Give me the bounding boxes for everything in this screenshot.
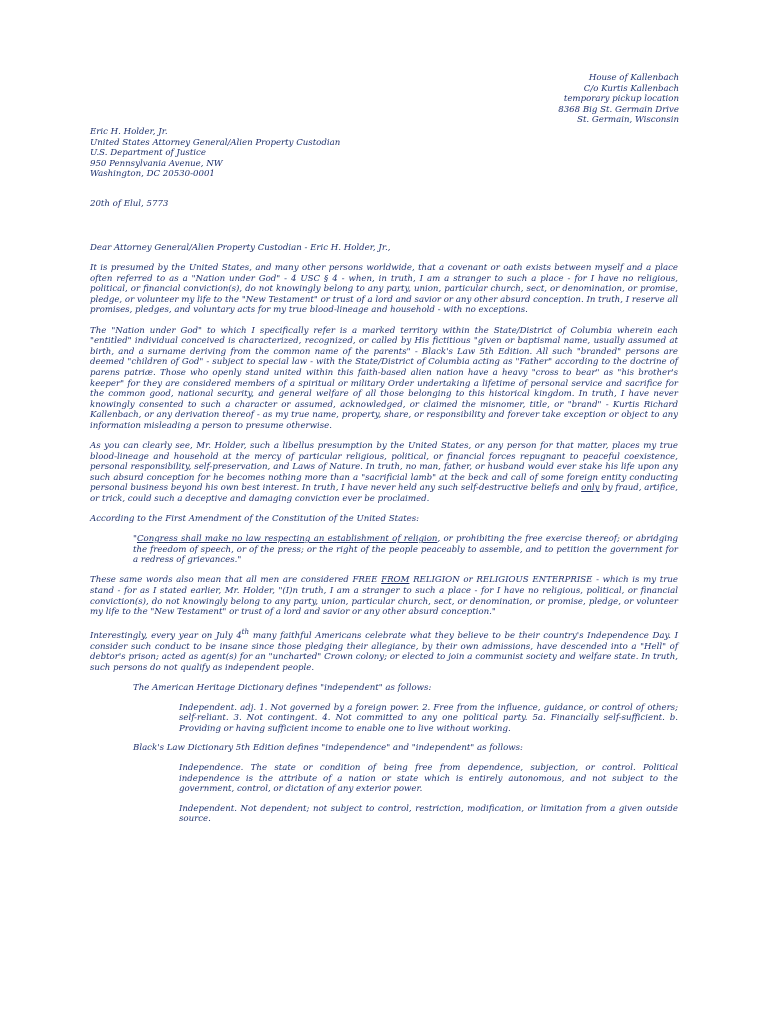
recipient-address-block — [90, 127, 340, 180]
definition-intro-heritage: The American Heritage Dictionary defines "independent" as follows: — [133, 683, 432, 694]
recipient-line: 950 Pennsylvania Avenue, NW — [90, 158, 223, 169]
paragraph-3-text: As you can clearly see, Mr. Holder, such a libellus presumption by the United States, or any person for that matter, places my true blood-lineage and household at the mercy of particular religious, political, or financial forces repugnant to peaceful coexistence, personal responsibility, self-preservation, and Laws of Nature. In truth, no man, father, or husband would ever stake his life upon any such absurd conception for he becomes nothing more than a "sacrificial lamb" at the beck and call of some foreign entity conducting personal business beyond his own best interest. In truth, I have never held any such self-destructive beliefs and — [90, 441, 678, 494]
letter-body — [90, 243, 678, 834]
paragraph-3-text-end: by fraud, artifice, or trick, could such a deceptive and damaging conviction ever be proclaimed. — [90, 483, 678, 504]
paragraph-3 — [90, 441, 678, 505]
paragraph-1: It is presumed by the United States, and many other persons worldwide, that a covenant or oath exists between myself and a place often referred to as a "Nation under God" - 4 USC § 4 - when, in truth, I am a stranger to such a place - for I have no religious, political, or financial conviction(s), do not knowingly belong to any party, union, particular church, sect, or denomination, or promise, pledge, or volunteer my life to the "New Testament" or trust of a lord and savior or any other absurd conception. In truth, I reserve all promises, pledges, and voluntary acts for my true blood-lineage and household - with no exceptions. — [90, 263, 678, 316]
sender-line: House of Kallenbach — [588, 73, 679, 83]
recipient-line: Washington, DC 20530-0001 — [90, 169, 215, 180]
paragraph-6 — [90, 627, 678, 673]
sender-line: 8368 Big St. Germain Drive — [558, 104, 679, 115]
emphasis-only: only — [581, 483, 600, 494]
paragraph-6-text: Interestingly, every year on July 4 — [90, 631, 242, 642]
quote-text: , or prohibiting the free exercise thereof; or abridging the freedom of speech, or of the press; or the right of the people peaceably to assemble, and to petition the government for a redress of grievances." — [133, 534, 678, 566]
emphasis-from: FROM — [381, 575, 410, 586]
ordinal-suffix: th — [241, 627, 250, 637]
definition-intro-blacks-law: Black's Law Dictionary 5th Edition defines "independence" and "independent" as follows: — [133, 743, 523, 754]
paragraph-2: The "Nation under God" to which I specifically refer is a marked territory within the State/District of Columbia wherein each "entitled" individual conceived is characterized, recognized, or called by His fictitious "given or baptismal name, usually assumed at birth, and a surname deriving from the common name of the parents" - Black's Law 5th Edition. All such "branded" persons are deemed "children of God" - subject to special law - with the State/District of Columbia acting as "Father" according to the doctrine of parens patriæ. Those who openly stand united within this faith-based alien nation have a heavy "cross to bear" as "his brother's keeper" for they are considered members of a spiritual or military Order undertaking a lifetime of personal service and sacrifice for the common good, national security, and general welfare of all those belonging to this historical kingdom. In truth, I have never knowingly consented to such a character or assumed, acknowledged, or claimed the misnomer, title, or "brand" - Kurtis Richard Kallenbach, or any derivation thereof - as my true name, property, share, or responsibility and forever take exception or object to any information misleading a person to presume otherwise. — [90, 325, 678, 431]
paragraph-4: According to the First Amendment of the Constitution of the United States: — [90, 514, 420, 525]
paragraph-5 — [90, 575, 678, 617]
paragraph-5-text: These same words also mean that all men are considered FREE — [90, 575, 382, 586]
quote-underlined: Congress shall make no law respecting an establishment of religion — [136, 534, 438, 545]
paragraph-6-text-end: many faithful Americans celebrate what they believe to be their country's Independence Day. I consider such conduct to be insane since those pledging their allegiance, by their own admissions, have descended into a "Hell" of debtor's prison; acted as agent(s) for an "uncharted" Crown colony; or elected to join a communist society and welfare state. In truth, such persons do not qualify as independent people. — [90, 631, 678, 673]
sender-line: C/o Kurtis Kallenbach — [583, 83, 679, 94]
sender-line: temporary pickup location — [563, 94, 679, 105]
recipient-line: Eric H. Holder, Jr. — [90, 127, 168, 137]
sender-address-block — [558, 73, 679, 126]
quote-mark: " — [133, 534, 137, 545]
paragraph-5-text-end: RELIGION or RELIGIOUS ENTERPRISE - which is my true stand - for as I stated earlier, Mr. Holder, "(I)n truth, I am a stranger to such a place - for I have no religious, political, or financial conviction(s), do not knowingly belong to any party, union, particular church, sect, or denomination, or promise, pledge, or volunteer my life to the "New Testament" or trust of a lord and savior or any other absurd conception." — [90, 575, 678, 618]
sender-line: St. Germain, Wisconsin — [577, 115, 679, 126]
recipient-line: United States Attorney General/Alien Property Custodian — [90, 137, 341, 148]
salutation: Dear Attorney General/Alien Property Custodian - Eric H. Holder, Jr., — [90, 243, 391, 253]
letter-date: 20th of Elul, 5773 — [90, 199, 169, 209]
definition-heritage-independent: Independent. adj. 1. Not governed by a foreign power. 2. Free from the influence, guidance, or control of others; self-reliant. 3. Not contingent. 4. Not committed to any one political party. 5a. Financially self-sufficient. b. Providing or having sufficient income to enable one to live without working. — [179, 702, 678, 734]
definition-blacks-independence: Independence. The state or condition of being free from dependence, subjection, or control. Political independence is the attribute of a nation or state which is entirely autonomous, and not subject to the government, control, or dictation of any exterior power. — [179, 763, 678, 795]
recipient-line: U.S. Department of Justice — [90, 148, 206, 159]
first-amendment-quote — [90, 534, 678, 566]
definition-blacks-independent: Independent. Not dependent; not subject to control, restriction, modification, or limitation from a given outside source. — [179, 803, 678, 825]
